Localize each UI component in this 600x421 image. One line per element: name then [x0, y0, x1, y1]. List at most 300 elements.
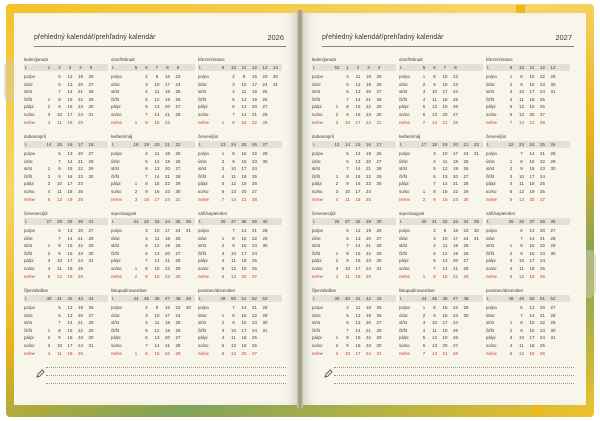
date-cell[interactable]: 7 [520, 312, 523, 318]
date-cell[interactable]: 10 [519, 258, 524, 264]
date-cell[interactable]: 2 [509, 166, 513, 172]
notes-line[interactable] [46, 367, 286, 368]
date-cell[interactable]: 5 [422, 335, 426, 341]
date-cell[interactable]: 6 [433, 173, 436, 179]
date-cell[interactable]: 20 [165, 250, 170, 256]
date-cell[interactable]: 23 [78, 104, 83, 110]
date-cell[interactable]: 16 [529, 166, 535, 172]
date-cell[interactable]: 8 [346, 104, 349, 110]
date-cell[interactable]: 6 [520, 305, 523, 310]
date-cell[interactable]: 16 [67, 250, 73, 256]
date-cell[interactable]: 23 [366, 181, 371, 187]
date-cell[interactable]: 31 [262, 327, 268, 333]
date-cell[interactable]: 25 [175, 320, 181, 326]
date-cell[interactable]: 11 [519, 181, 524, 187]
date-cell[interactable]: 14 [154, 258, 160, 264]
date-cell[interactable]: 4 [221, 258, 225, 264]
date-cell[interactable]: 23 [165, 189, 170, 194]
date-cell[interactable]: 1 [221, 235, 225, 241]
date-cell[interactable]: 28 [376, 243, 382, 249]
date-cell[interactable]: 4 [145, 320, 148, 326]
date-cell[interactable]: 16 [355, 343, 361, 348]
date-cell[interactable]: 16 [529, 81, 535, 87]
date-cell[interactable]: 5 [145, 327, 148, 333]
date-cell[interactable]: 12 [57, 196, 62, 202]
date-cell[interactable]: 12 [154, 243, 160, 249]
date-cell[interactable]: 23 [262, 74, 268, 79]
date-cell[interactable]: 21 [78, 158, 83, 164]
date-cell[interactable]: 30 [550, 327, 556, 333]
date-cell[interactable]: 3 [335, 119, 339, 125]
date-cell[interactable]: 4 [335, 273, 339, 279]
date-cell[interactable]: 15 [355, 335, 361, 341]
date-cell[interactable]: 9 [346, 112, 349, 117]
date-cell[interactable]: 27 [540, 196, 545, 202]
date-cell[interactable]: 14 [529, 312, 535, 318]
date-cell[interactable]: 9 [145, 273, 148, 279]
date-cell[interactable]: 15 [355, 173, 361, 179]
date-cell[interactable]: 15 [442, 305, 448, 310]
date-cell[interactable]: 14 [231, 196, 236, 202]
date-cell[interactable]: 14 [442, 266, 448, 271]
date-cell[interactable]: 2 [221, 158, 225, 164]
date-cell[interactable]: 26 [262, 96, 268, 102]
date-cell[interactable]: 20 [453, 173, 458, 179]
date-cell[interactable]: 7 [145, 258, 148, 264]
date-cell[interactable]: 18 [241, 335, 247, 341]
date-cell[interactable]: 12 [432, 335, 437, 341]
date-cell[interactable]: 11 [442, 243, 448, 249]
date-cell[interactable]: 14 [355, 166, 361, 172]
date-cell[interactable]: 30 [376, 258, 382, 264]
date-cell[interactable]: 26 [463, 250, 469, 256]
date-cell[interactable]: 6 [145, 166, 148, 172]
date-cell[interactable]: 1 [47, 243, 51, 249]
date-cell[interactable]: 1 [335, 250, 339, 256]
date-cell[interactable]: 24 [78, 258, 83, 264]
date-cell[interactable]: 22 [453, 74, 458, 79]
date-cell[interactable]: 17 [241, 166, 247, 172]
date-cell[interactable]: 28 [262, 305, 268, 310]
date-cell[interactable]: 7 [145, 343, 148, 348]
date-cell[interactable]: 26 [88, 305, 94, 310]
date-cell[interactable]: 6 [346, 235, 349, 241]
date-cell[interactable]: 25 [366, 196, 371, 202]
notes-line[interactable] [46, 375, 286, 376]
date-cell[interactable]: 3 [422, 320, 426, 326]
date-cell[interactable]: 23 [366, 343, 371, 348]
date-cell[interactable]: 30 [463, 196, 469, 202]
date-cell[interactable]: 23 [165, 273, 170, 279]
date-cell[interactable]: 19 [165, 243, 170, 249]
date-cell[interactable]: 24 [540, 335, 545, 341]
date-cell[interactable]: 4 [221, 173, 225, 179]
date-cell[interactable]: 12 [442, 166, 448, 172]
date-cell[interactable]: 17 [241, 250, 247, 256]
date-cell[interactable]: 25 [540, 343, 545, 348]
date-cell[interactable]: 10 [442, 151, 448, 156]
date-cell[interactable]: 1 [335, 335, 339, 341]
date-cell[interactable]: 23 [540, 81, 545, 87]
date-cell[interactable]: 17 [252, 81, 257, 87]
date-cell[interactable]: 19 [252, 96, 257, 102]
date-cell[interactable]: 21 [165, 112, 170, 117]
date-cell[interactable]: 15 [241, 312, 247, 318]
date-cell[interactable]: 3 [221, 166, 225, 172]
date-cell[interactable]: 8 [58, 327, 61, 333]
date-cell[interactable]: 2 [335, 112, 339, 117]
date-cell[interactable]: 9 [58, 173, 61, 179]
date-cell[interactable]: 19 [241, 266, 247, 271]
date-cell[interactable]: 26 [376, 81, 382, 87]
date-cell[interactable]: 3 [145, 312, 148, 318]
date-cell[interactable]: 6 [422, 112, 426, 117]
date-cell[interactable]: 8 [232, 312, 235, 318]
date-cell[interactable]: 24 [540, 258, 545, 264]
date-cell[interactable]: 27 [175, 166, 181, 172]
date-cell[interactable]: 28 [262, 228, 268, 233]
date-cell[interactable]: 30 [550, 166, 556, 172]
date-cell[interactable]: 26 [453, 104, 458, 110]
date-cell[interactable]: 3 [145, 81, 148, 87]
date-cell[interactable]: 18 [366, 305, 371, 310]
date-cell[interactable]: 13 [432, 343, 437, 348]
date-cell[interactable]: 13 [355, 320, 361, 326]
date-cell[interactable]: 22 [165, 350, 170, 356]
date-cell[interactable]: 5 [221, 343, 225, 348]
date-cell[interactable]: 20 [366, 158, 371, 164]
date-cell[interactable]: 22 [78, 327, 83, 333]
date-cell[interactable]: 21 [165, 258, 170, 264]
date-cell[interactable]: 23 [78, 173, 83, 179]
date-cell[interactable]: 15 [442, 273, 448, 279]
date-cell[interactable]: 21 [366, 327, 371, 333]
date-cell[interactable]: 4 [47, 189, 51, 194]
date-cell[interactable]: 8 [346, 335, 349, 341]
date-cell[interactable]: 30 [273, 74, 278, 79]
date-cell[interactable]: 5 [145, 243, 148, 249]
date-cell[interactable]: 26 [540, 350, 545, 356]
date-cell[interactable]: 6 [509, 196, 513, 202]
date-cell[interactable]: 4 [509, 181, 513, 187]
date-cell[interactable]: 31 [550, 335, 556, 341]
date-cell[interactable]: 27 [252, 273, 257, 279]
date-cell[interactable]: 30 [88, 250, 94, 256]
date-cell[interactable]: 21 [366, 243, 371, 249]
date-cell[interactable]: 29 [376, 173, 382, 179]
date-cell[interactable]: 15 [529, 320, 535, 326]
date-cell[interactable]: 17 [67, 181, 73, 187]
date-cell[interactable]: 19 [165, 96, 170, 102]
date-cell[interactable]: 23 [175, 74, 181, 79]
date-cell[interactable]: 13 [355, 89, 361, 95]
date-cell[interactable]: 12 [355, 81, 361, 87]
date-cell[interactable]: 8 [346, 173, 349, 179]
date-cell[interactable]: 18 [453, 243, 458, 249]
date-cell[interactable]: 7 [520, 235, 523, 241]
date-cell[interactable]: 30 [88, 104, 94, 110]
notes-line[interactable] [334, 375, 574, 376]
date-cell[interactable]: 8 [145, 266, 148, 271]
date-cell[interactable]: 1 [221, 151, 225, 156]
date-cell[interactable]: 29 [175, 350, 181, 356]
date-cell[interactable]: 19 [67, 273, 73, 279]
date-cell[interactable]: 3 [509, 335, 513, 341]
date-cell[interactable]: 10 [345, 189, 350, 194]
date-cell[interactable]: 30 [474, 228, 479, 233]
date-cell[interactable]: 23 [366, 112, 371, 117]
date-cell[interactable]: 6 [520, 228, 523, 233]
date-cell[interactable]: 26 [453, 335, 458, 341]
date-cell[interactable]: 6 [145, 104, 148, 110]
date-cell[interactable]: 30 [262, 243, 268, 249]
date-cell[interactable]: 9 [58, 335, 61, 341]
date-cell[interactable]: 1 [47, 166, 51, 172]
date-cell[interactable]: 7 [58, 320, 61, 326]
date-cell[interactable]: 29 [88, 327, 94, 333]
date-cell[interactable]: 12 [355, 151, 361, 156]
date-cell[interactable]: 16 [67, 104, 73, 110]
date-cell[interactable]: 17 [529, 89, 535, 95]
date-cell[interactable]: 7 [433, 266, 436, 271]
date-cell[interactable]: 30 [262, 158, 268, 164]
date-cell[interactable]: 15 [154, 181, 160, 187]
date-cell[interactable]: 20 [540, 305, 545, 310]
date-cell[interactable]: 5 [509, 273, 513, 279]
date-cell[interactable]: 12 [241, 96, 247, 102]
date-cell[interactable]: 11 [519, 343, 524, 348]
date-cell[interactable]: 28 [453, 350, 458, 356]
date-cell[interactable]: 3 [221, 250, 225, 256]
date-cell[interactable]: 30 [186, 305, 191, 310]
date-cell[interactable]: 13 [529, 305, 535, 310]
date-cell[interactable]: 14 [432, 119, 437, 125]
date-cell[interactable]: 8 [58, 96, 61, 102]
date-cell[interactable]: 18 [165, 151, 170, 156]
date-cell[interactable]: 2 [47, 104, 51, 110]
date-cell[interactable]: 6 [58, 81, 61, 87]
date-cell[interactable]: 6 [221, 350, 225, 356]
date-cell[interactable]: 9 [232, 320, 235, 326]
date-cell[interactable]: 24 [252, 327, 257, 333]
date-cell[interactable]: 26 [376, 312, 382, 318]
date-cell[interactable]: 3 [47, 181, 51, 187]
date-cell[interactable]: 23 [453, 312, 458, 318]
date-cell[interactable]: 19 [366, 228, 371, 233]
date-cell[interactable]: 25 [252, 258, 257, 264]
date-cell[interactable]: 27 [252, 189, 257, 194]
date-cell[interactable]: 18 [165, 89, 170, 95]
date-cell[interactable]: 15 [529, 243, 535, 249]
date-cell[interactable]: 3 [335, 189, 339, 194]
date-cell[interactable]: 7 [346, 96, 349, 102]
date-cell[interactable]: 26 [88, 74, 94, 79]
date-cell[interactable]: 14 [241, 112, 247, 117]
date-cell[interactable]: 25 [175, 235, 181, 241]
date-cell[interactable]: 20 [366, 235, 371, 241]
date-cell[interactable]: 12 [519, 350, 524, 356]
date-cell[interactable]: 7 [520, 151, 523, 156]
date-cell[interactable]: 23 [78, 250, 83, 256]
date-cell[interactable]: 27 [88, 228, 94, 233]
date-cell[interactable]: 3 [145, 228, 148, 233]
date-cell[interactable]: 20 [529, 196, 535, 202]
date-cell[interactable]: 14 [355, 96, 361, 102]
date-cell[interactable]: 18 [529, 266, 535, 271]
date-cell[interactable]: 19 [453, 166, 458, 172]
date-cell[interactable]: 16 [165, 305, 170, 310]
date-cell[interactable]: 8 [433, 189, 436, 194]
date-cell[interactable]: 25 [463, 158, 469, 164]
date-cell[interactable]: 1 [134, 119, 138, 125]
date-cell[interactable]: 6 [509, 112, 513, 117]
date-cell[interactable]: 25 [540, 96, 545, 102]
date-cell[interactable]: 24 [175, 81, 181, 87]
date-cell[interactable]: 21 [252, 305, 257, 310]
date-cell[interactable]: 21 [252, 112, 257, 117]
date-cell[interactable]: 6 [58, 228, 61, 233]
date-cell[interactable]: 22 [165, 181, 170, 187]
date-cell[interactable]: 27 [453, 112, 458, 117]
date-cell[interactable]: 20 [78, 151, 83, 156]
date-cell[interactable]: 19 [165, 158, 170, 164]
date-cell[interactable]: 28 [88, 158, 94, 164]
date-cell[interactable]: 14 [432, 350, 437, 356]
date-cell[interactable]: 21 [252, 228, 257, 233]
date-cell[interactable]: 19 [78, 74, 83, 79]
date-cell[interactable]: 22 [453, 273, 458, 279]
date-cell[interactable]: 15 [67, 96, 73, 102]
date-cell[interactable]: 14 [529, 235, 535, 241]
date-cell[interactable]: 21 [78, 320, 83, 326]
date-cell[interactable]: 10 [442, 235, 448, 241]
date-cell[interactable]: 21 [241, 196, 247, 202]
date-cell[interactable]: 7 [346, 243, 349, 249]
date-cell[interactable]: 21 [540, 235, 545, 241]
date-cell[interactable]: 27 [463, 258, 469, 264]
date-cell[interactable]: 2 [509, 327, 513, 333]
date-cell[interactable]: 15 [154, 266, 160, 271]
date-cell[interactable]: 16 [67, 173, 73, 179]
date-cell[interactable]: 16 [529, 250, 535, 256]
date-cell[interactable]: 12 [355, 228, 361, 233]
date-cell[interactable]: 2 [422, 81, 426, 87]
date-cell[interactable]: 14 [442, 181, 448, 187]
date-cell[interactable]: 6 [433, 258, 436, 264]
date-cell[interactable]: 30 [376, 181, 382, 187]
date-cell[interactable]: 23 [252, 320, 257, 326]
date-cell[interactable]: 22 [78, 166, 83, 172]
date-cell[interactable]: 16 [154, 273, 160, 279]
date-cell[interactable]: 8 [520, 74, 523, 79]
date-cell[interactable]: 3 [509, 258, 513, 264]
date-cell[interactable]: 26 [540, 273, 545, 279]
date-cell[interactable]: 26 [252, 266, 257, 271]
date-cell[interactable]: 27 [376, 89, 382, 95]
date-cell[interactable]: 5 [433, 166, 436, 172]
date-cell[interactable]: 11 [154, 235, 160, 241]
date-cell[interactable]: 22 [540, 320, 545, 326]
date-cell[interactable]: 8 [232, 151, 235, 156]
date-cell[interactable]: 18 [442, 327, 448, 333]
date-cell[interactable]: 20 [78, 81, 83, 87]
date-cell[interactable]: 11 [154, 320, 160, 326]
date-cell[interactable]: 27 [175, 250, 181, 256]
date-cell[interactable]: 20 [241, 273, 247, 279]
date-cell[interactable]: 22 [78, 96, 83, 102]
date-cell[interactable]: 3 [134, 196, 138, 202]
date-cell[interactable]: 19 [529, 350, 535, 356]
date-cell[interactable]: 28 [175, 112, 181, 117]
date-cell[interactable]: 17 [165, 81, 170, 87]
date-cell[interactable]: 9 [58, 250, 61, 256]
date-cell[interactable]: 20 [241, 350, 247, 356]
date-cell[interactable]: 4 [145, 89, 148, 95]
date-cell[interactable]: 18 [366, 74, 371, 79]
date-cell[interactable]: 18 [529, 181, 535, 187]
date-cell[interactable]: 12 [519, 104, 524, 110]
date-cell[interactable]: 16 [453, 228, 458, 233]
date-cell[interactable]: 8 [145, 119, 148, 125]
date-cell[interactable]: 24 [175, 228, 181, 233]
date-cell[interactable]: 22 [252, 312, 257, 318]
date-cell[interactable]: 10 [345, 119, 350, 125]
date-cell[interactable]: 11 [231, 173, 236, 179]
date-cell[interactable]: 4 [47, 350, 51, 356]
date-cell[interactable]: 22 [252, 151, 257, 156]
date-cell[interactable]: 17 [241, 327, 247, 333]
date-cell[interactable]: 2 [422, 196, 426, 202]
date-cell[interactable]: 26 [175, 158, 181, 164]
date-cell[interactable]: 1 [422, 273, 426, 279]
date-cell[interactable]: 10 [231, 166, 236, 172]
date-cell[interactable]: 12 [154, 96, 160, 102]
date-cell[interactable]: 9 [232, 158, 235, 164]
date-cell[interactable]: 24 [453, 320, 458, 326]
date-cell[interactable]: 27 [88, 312, 94, 318]
date-cell[interactable]: 31 [175, 196, 181, 202]
date-cell[interactable]: 4 [346, 305, 349, 310]
date-cell[interactable]: 24 [463, 235, 469, 241]
date-cell[interactable]: 10 [57, 343, 62, 348]
date-cell[interactable]: 10 [57, 258, 62, 264]
date-cell[interactable]: 13 [154, 335, 160, 341]
date-cell[interactable]: 4 [433, 158, 436, 164]
date-cell[interactable]: 7 [58, 235, 61, 241]
date-cell[interactable]: 26 [252, 181, 257, 187]
date-cell[interactable]: 5 [145, 158, 148, 164]
date-cell[interactable]: 2 [335, 258, 339, 264]
date-cell[interactable]: 28 [376, 166, 382, 172]
date-cell[interactable]: 19 [529, 273, 535, 279]
date-cell[interactable]: 29 [463, 273, 469, 279]
date-cell[interactable]: 8 [520, 158, 523, 164]
date-cell[interactable]: 28 [550, 312, 556, 318]
date-cell[interactable]: 25 [175, 89, 181, 95]
date-cell[interactable]: 24 [366, 189, 371, 194]
date-cell[interactable]: 13 [67, 312, 73, 318]
date-cell[interactable]: 5 [58, 305, 61, 310]
date-cell[interactable]: 5 [509, 189, 513, 194]
date-cell[interactable]: 17 [453, 151, 458, 156]
date-cell[interactable]: 13 [355, 235, 361, 241]
date-cell[interactable]: 2 [145, 74, 148, 79]
date-cell[interactable]: 17 [355, 350, 361, 356]
date-cell[interactable]: 27 [175, 104, 181, 110]
date-cell[interactable]: 10 [57, 112, 62, 117]
date-cell[interactable]: 28 [453, 119, 458, 125]
date-cell[interactable]: 5 [346, 151, 349, 156]
